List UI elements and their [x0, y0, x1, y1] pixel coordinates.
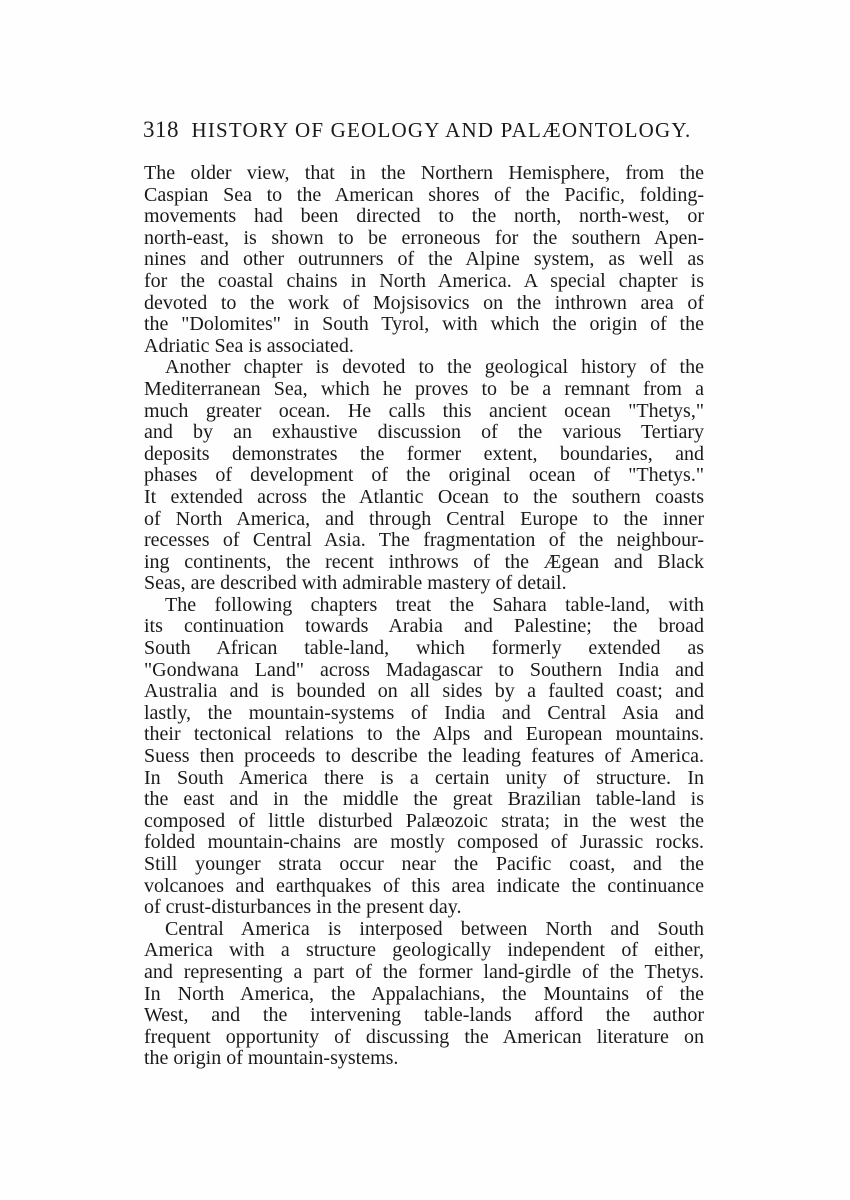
text-line: recesses of Central Asia. The fragmentation of the neighbour- — [144, 529, 704, 552]
text-line: movements had been directed to the north, north-west, or — [144, 205, 704, 228]
text-line: much greater ocean. He calls this ancient ocean "Thetys," — [144, 399, 704, 422]
text-line: the origin of mountain-systems. — [144, 1047, 399, 1070]
text-line: of North America, and through Central Europe to the inner — [144, 507, 704, 530]
text-line: and by an exhaustive discussion of the various Tertiary — [144, 421, 704, 444]
text-line: its continuation towards Arabia and Palestine; the broad — [144, 615, 704, 638]
text-line: In South America there is a certain unity of structure. In — [144, 766, 704, 789]
text-line: the "Dolomites" in South Tyrol, with which the origin of the — [144, 313, 704, 336]
text-line: deposits demonstrates the former extent, boundaries, and — [144, 442, 704, 465]
text-line: composed of little disturbed Palæozoic strata; in the west the — [144, 809, 704, 832]
text-line: Caspian Sea to the American shores of the Pacific, folding- — [144, 183, 704, 206]
paragraph — [144, 919, 704, 1070]
paragraph — [144, 357, 704, 595]
text-line: folded mountain-chains are mostly composed of Jurassic rocks. — [144, 831, 704, 854]
text-line: phases of development of the original ocean of "Thetys." — [144, 464, 704, 487]
paragraph — [144, 163, 704, 357]
text-line: north-east, is shown to be erroneous for the southern Apen- — [144, 226, 704, 249]
text-line: of crust-disturbances in the present day. — [144, 896, 462, 919]
text-line: South African table-land, which formerly extended as — [144, 637, 704, 660]
text-line: for the coastal chains in North America. A special chapter is — [144, 269, 704, 292]
text-line: The older view, that in the Northern Hemisphere, from the — [144, 162, 704, 184]
text-line: their tectonical relations to the Alps and European mountains. — [144, 723, 704, 746]
text-line: America with a structure geologically independent of either, — [144, 939, 704, 962]
text-line: and representing a part of the former land-girdle of the Thetys. — [144, 960, 704, 983]
text-line: Another chapter is devoted to the geological history of the — [165, 356, 704, 379]
running-title: HISTORY OF GEOLOGY AND PALÆONTOLOGY. — [191, 118, 692, 142]
text-line: Central America is interposed between North and South — [165, 917, 704, 940]
text-line: Australia and is bounded on all sides by a faulted coast; and — [144, 680, 704, 703]
paragraph — [144, 595, 704, 919]
running-head — [143, 117, 703, 143]
text-line: Suess then proceeds to describe the leading features of America. — [144, 745, 704, 768]
text-line: "Gondwana Land" across Madagascar to Southern India and — [144, 658, 704, 681]
text-line: ing continents, the recent inthrows of the Ægean and Black — [144, 550, 704, 573]
text-line: the east and in the middle the great Brazilian table-land is — [144, 788, 704, 811]
text-line: Adriatic Sea is associated. — [144, 334, 354, 357]
text-line: nines and other outrunners of the Alpine system, as well as — [144, 248, 704, 271]
text-line: West, and the intervening table-lands afford the author — [144, 1004, 704, 1027]
text-line: Still younger strata occur near the Pacific coast, and the — [144, 853, 704, 875]
text-line: lastly, the mountain-systems of India and Central Asia and — [144, 701, 704, 724]
page-number: 318 — [143, 117, 179, 142]
text-line: devoted to the work of Mojsisovics on the inthrown area of — [144, 291, 704, 314]
text-line: volcanoes and earthquakes of this area indicate the continuance — [144, 874, 704, 897]
text-line: The following chapters treat the Sahara table-land, with — [165, 593, 704, 616]
body-text — [144, 163, 704, 1070]
text-line: In North America, the Appalachians, the Mountains of the — [144, 982, 704, 1005]
text-line: It extended across the Atlantic Ocean to the southern coasts — [144, 485, 704, 508]
text-line: Seas, are described with admirable mastery of detail. — [144, 572, 567, 595]
text-line: frequent opportunity of discussing the American literature on — [144, 1025, 704, 1048]
text-line: Mediterranean Sea, which he proves to be a remnant from a — [144, 377, 704, 400]
